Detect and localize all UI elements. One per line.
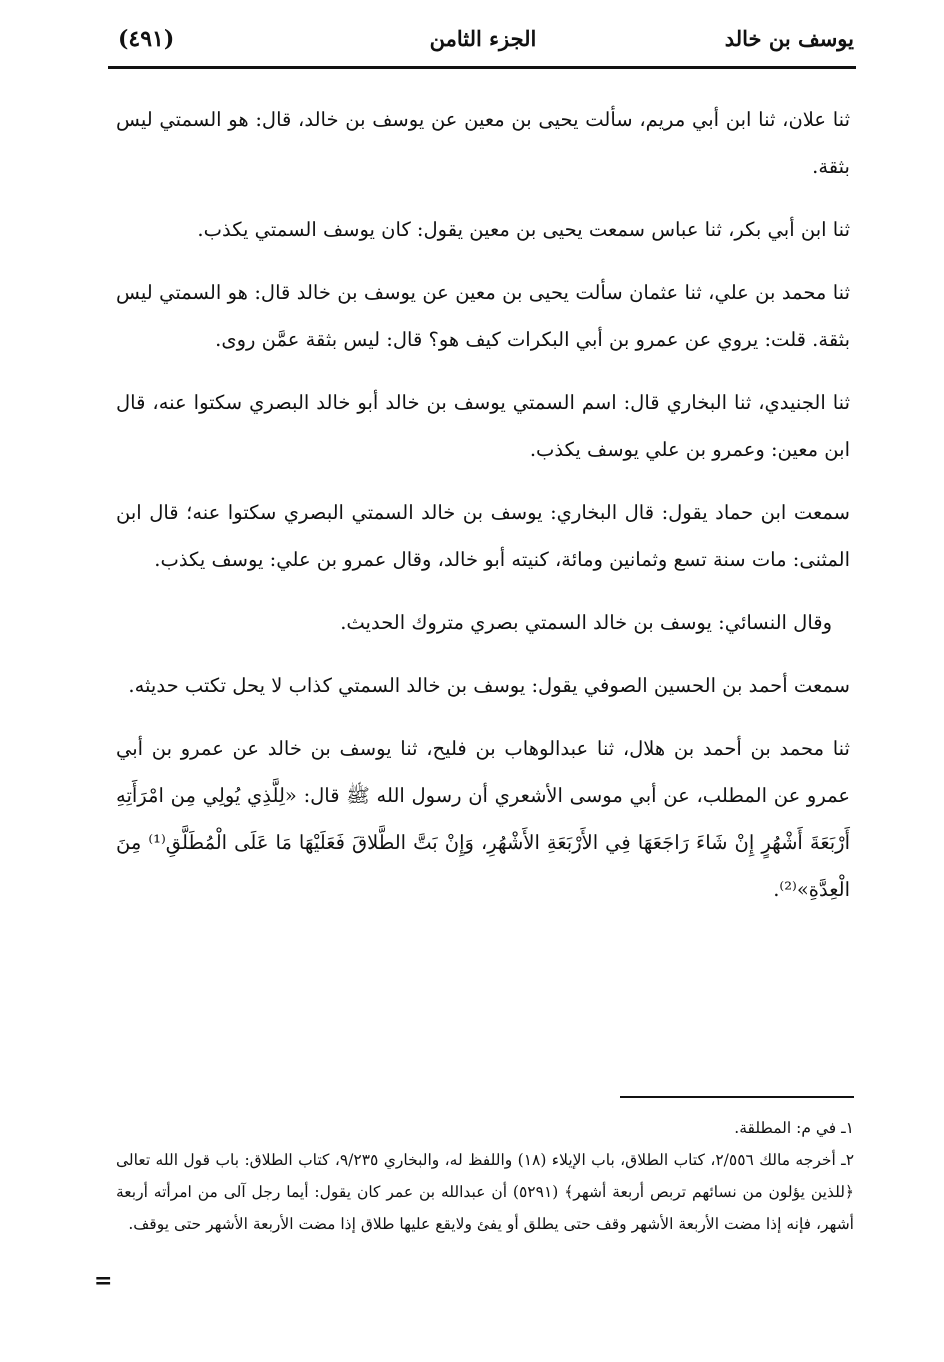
paragraph-4: ثنا الجنيدي، ثنا البخاري قال: اسم السمتي يوسف بن خالد أبو خالد البصري سكتوا عنه، قال ابن معين: وعمرو بن علي يوسف يكذب. <box>116 391 850 461</box>
paragraph-5: سمعت ابن حماد يقول: قال البخاري: يوسف بن خالد السمتي البصري سكتوا عنه؛ قال ابن المثنى: مات سنة تسع وثمانين ومائة، كنيته أبو خالد، وقال عمرو بن علي: يوسف يكذب. <box>116 501 850 571</box>
paragraph-8-hadith: ثنا محمد بن أحمد بن هلال، ثنا عبدالوهاب بن فليح، ثنا يوسف بن خالد عن عمرو بن أبي عمرو عن المطلب، عن أبي موسى الأشعري أن رسول الله ﷺ قال: «لِلَّذِي يُولِي مِن امْرَأَتِهِ أَرْبَعَةَ أَشْهُرٍ إِنْ شَاءَ رَاجَعَهَا فِي الأَرْبَعَةِ الأَشْهُرِ، وَإِنْ بَتَّ الطَّلاقَ فَعَلَيْهَا مَا عَلَى الْمُطَلَّقِ⁽¹⁾ مِنَ الْعِدَّةِ»⁽²⁾. <box>116 737 850 901</box>
footnote-rule <box>620 1096 854 1098</box>
main-text <box>116 96 850 929</box>
paragraph-7: سمعت أحمد بن الحسين الصوفي يقول: يوسف بن خالد السمتي كذاب لا يحل تكتب حديثه. <box>128 674 850 697</box>
paragraph-1: ثنا علان، ثنا ابن أبي مريم، سألت يحيى بن معين عن يوسف بن خالد، قال: هو السمتي ليس بثقة. <box>116 108 850 178</box>
footnote-2: ٢ـ أخرجه مالك ٢/٥٥٦، كتاب الطلاق، باب الإيلاء (١٨) واللفظ له، والبخاري ٩/٢٣٥، كتاب الطلاق: باب قول الله تعالى ﴿للذين يؤلون من نسائهم تربص أربعة أشهر﴾ (٥٢٩١) أن عبدالله بن عمر كان يقول: أيما رجل آلى من امرأته أربعة أشهر، فإنه إذا مضت الأربعة الأشهر وقف حتى يطلق أو يفئ ولايقع عليها طلاق إذا مضت الأربعة الأشهر حتى يوقف. <box>116 1151 855 1233</box>
footnote-1: ١ـ في م: المطلقة. <box>734 1119 854 1137</box>
footnotes <box>116 1112 854 1240</box>
running-title: يوسف بن خالد <box>724 26 854 51</box>
paragraph-6: وقال النسائي: يوسف بن خالد السمتي بصري متروك الحديث. <box>340 611 832 634</box>
page-header <box>112 26 854 66</box>
continuation-mark: = <box>94 1268 113 1294</box>
page-number: (٤٩١) <box>118 26 175 52</box>
paragraph-3: ثنا محمد بن علي، ثنا عثمان سألت يحيى بن معين عن يوسف بن خالد قال: هو السمتي ليس بثقة. قلت: يروي عن عمرو بن أبي البكرات كيف هو؟ قال: ليس بثقة عمَّن روى. <box>116 281 850 351</box>
header-rule <box>108 66 856 69</box>
volume-title: الجزء الثامن <box>429 26 537 51</box>
paragraph-2: ثنا ابن أبي بكر، ثنا عباس سمعت يحيى بن معين يقول: كان يوسف السمتي يكذب. <box>197 218 850 241</box>
